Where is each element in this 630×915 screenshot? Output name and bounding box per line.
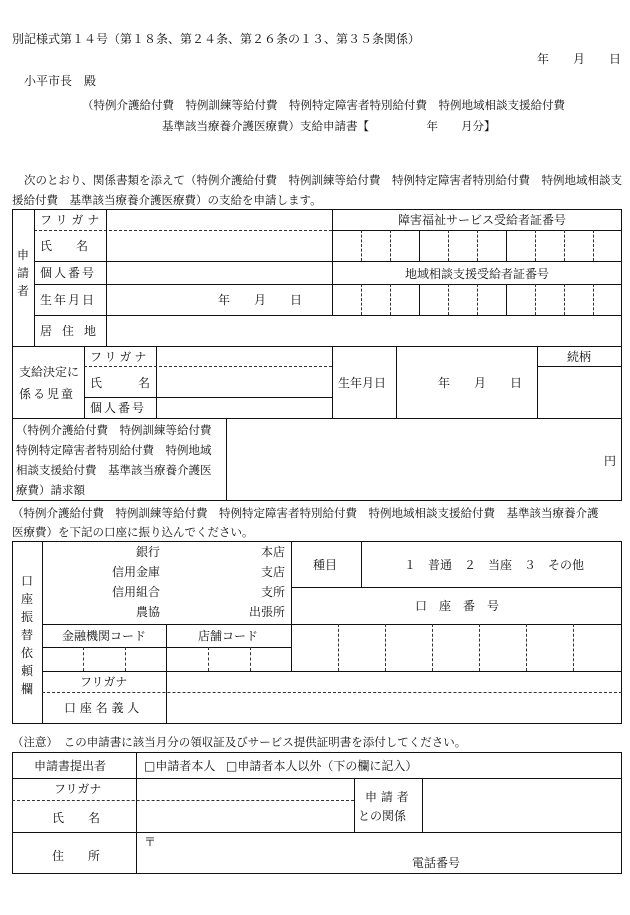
phone-input[interactable]: [470, 856, 620, 872]
applicant-personal-number-input[interactable]: [108, 263, 330, 283]
submitter-option-self[interactable]: □申請者本人: [144, 759, 216, 773]
claim-label-line-2: 特例特定障害者特別給付費 特例地域: [16, 443, 212, 457]
child-furigana-input[interactable]: [158, 348, 330, 365]
institution-code-label: 金融機関コード: [62, 629, 147, 643]
date-line[interactable]: 年 月 日: [537, 52, 622, 66]
applicant-birthdate-value[interactable]: 年 月 日: [218, 293, 303, 307]
applicant-name-label: 氏 名: [40, 239, 89, 253]
title-line-1: （特例介護給付費 特例訓練等給付費 特例特定障害者特別給付費 特例地域相談支援給付費: [82, 98, 565, 112]
applicant-birthdate-label: 生年月日: [40, 293, 97, 307]
branch-name-input[interactable]: [168, 543, 228, 623]
submitter-relation-label-2: との関係: [358, 809, 407, 823]
claim-yen-unit: 円: [604, 454, 617, 468]
account-number-label: 口 座 番 号: [415, 599, 500, 613]
branch-type-shuchojo: 出張所: [248, 605, 285, 619]
child-birthdate-label: 生年月日: [338, 376, 387, 390]
phone-label: 電話番号: [412, 856, 461, 870]
submitter-option-other[interactable]: □申請者本人以外（下の欄に記入）: [226, 759, 418, 773]
transfer-note-line-1: （特例介護給付費 特例訓練等給付費 特例特定障害者特別給付費 特例地域相談支援給付費 基準該当療養介護: [12, 506, 599, 520]
submitter-address-label: 住 所: [52, 849, 101, 863]
branch-code-label: 店舗コード: [198, 629, 259, 643]
branch-type-shisho: 支所: [260, 585, 285, 599]
notice: （注意） この申請書に該当月分の領収証及びサービス提供証明書を添付してください。: [12, 735, 467, 749]
child-relation-input[interactable]: [539, 368, 620, 417]
branch-type-honten: 本店: [260, 545, 285, 559]
child-birthdate-value[interactable]: 年 月 日: [438, 376, 523, 390]
bank-type-shinkin: 信用金庫: [111, 565, 160, 579]
submitter-label: 申請書提出者: [34, 759, 107, 773]
claim-label-line-1: （特例介護給付費 特例訓練等給付費: [16, 423, 212, 437]
account-type-options[interactable]: １ 普通 ２ 当座 ３ その他: [404, 558, 585, 572]
account-type-label: 種目: [313, 558, 338, 572]
community-cert-label: 地域相談支援受給者証番号: [405, 267, 550, 281]
submitter-name-input[interactable]: [138, 802, 353, 831]
form-number: 別記様式第１４号（第１８条、第２４条、第２６条の１３、第３５条関係）: [12, 32, 421, 46]
applicant-name-input[interactable]: [108, 232, 330, 260]
child-furigana-label: フリガナ: [90, 350, 150, 364]
account-furigana-label: フリガナ: [80, 675, 128, 689]
disability-cert-number-input[interactable]: [334, 232, 620, 260]
child-relation-label: 続柄: [567, 350, 592, 364]
transfer-note-line-2: 医療費）を下記の口座に振り込んでください。: [12, 525, 254, 539]
applicant-address-input[interactable]: [108, 317, 620, 345]
applicant-furigana-input[interactable]: [108, 211, 330, 229]
child-section-label-2: 係る児童: [19, 387, 76, 401]
account-holder-label: 口 座 名 義 人: [64, 701, 140, 715]
disability-cert-label: 障害福祉サービス受給者証番号: [398, 213, 567, 227]
child-name-label: 氏 名: [90, 376, 155, 390]
submitter-name-label: 氏 名: [52, 811, 101, 825]
branch-type-shiten: 支店: [260, 565, 285, 579]
applicant-furigana-label: フリガナ: [40, 213, 104, 227]
institution-code-input[interactable]: [44, 649, 165, 670]
addressee: 小平市長 殿: [24, 74, 97, 88]
bank-type-bank: 銀行: [135, 545, 160, 559]
submitter-furigana-label: フリガナ: [54, 782, 102, 796]
claim-label-line-3: 相談支援給付費 基準該当療養介護医: [16, 463, 212, 477]
submitter-address-input[interactable]: [160, 834, 621, 854]
submitter-relation-label-1: 申 請 者: [365, 790, 409, 804]
applicant-section-label: 申請者: [16, 248, 29, 298]
applicant-personal-number-label: 個人番号: [40, 266, 97, 280]
submitter-relation-input[interactable]: [424, 780, 621, 831]
child-name-input[interactable]: [158, 368, 330, 396]
intro-line-1: 次のとおり、関係書類を添えて（特例介護給付費 特例訓練等給付費 特例特定障害者特別給付費 特例地域相談支: [24, 173, 622, 187]
child-personal-number-input[interactable]: [158, 399, 330, 417]
account-furigana-input[interactable]: [168, 673, 621, 691]
bank-type-nokyo: 農協: [135, 605, 160, 619]
account-holder-input[interactable]: [168, 694, 621, 723]
bank-section-label: 口座振替依頼欄: [20, 574, 33, 696]
postal-mark: 〒: [144, 835, 157, 849]
child-personal-number-label: 個人番号: [90, 401, 147, 415]
branch-code-input[interactable]: [168, 649, 290, 670]
title-line-2: 基準該当療養介護医療費）支給申請書【 年 月分】: [162, 119, 496, 133]
community-cert-number-input[interactable]: [334, 286, 620, 314]
child-section-label-1: 支給決定に: [19, 365, 80, 379]
bank-name-input[interactable]: [44, 543, 104, 623]
applicant-address-label: 居住地: [40, 324, 107, 338]
claim-label-line-4: 療費）請求額: [16, 483, 85, 497]
account-number-input[interactable]: [293, 626, 621, 670]
intro-line-2: 援給付費 基準該当療養介護医療費）の支給を申請します。: [12, 193, 322, 207]
submitter-furigana-input[interactable]: [138, 780, 353, 799]
bank-type-kumiai: 信用組合: [111, 585, 160, 599]
claim-amount-input[interactable]: [228, 420, 598, 499]
